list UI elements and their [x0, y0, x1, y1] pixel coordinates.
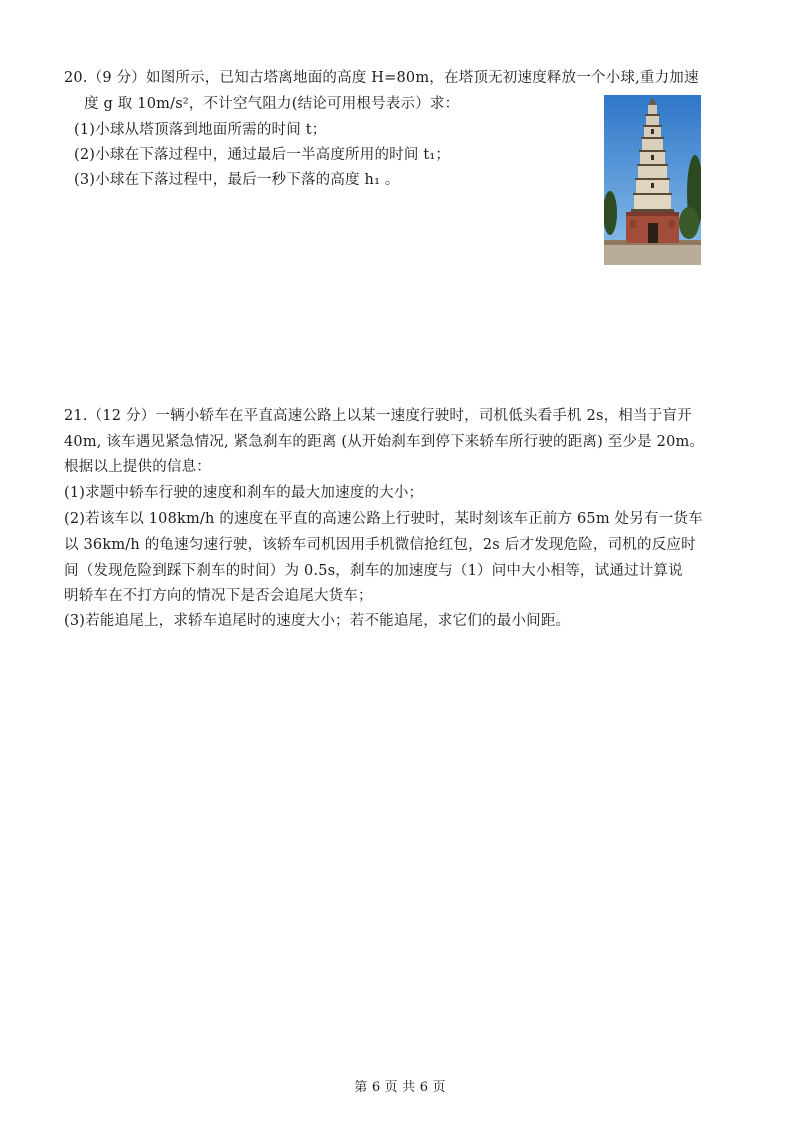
q21-subquestion-2-line-3: 间（发现危险到踩下刹车的时间）为 0.5s，刹车的加速度与（1）问中大小相等，试通过计算说: [64, 563, 683, 579]
q21-subquestion-2-line-4: 明轿车在不打方向的情况下是否会追尾大货车；: [64, 588, 373, 604]
q20-stem-line-2: 度 g 取 10m/s²，不计空气阻力(结论可用根号表示）求：: [84, 96, 460, 112]
q20-stem-line-1: 20.（9 分）如图所示，已知古塔离地面的高度 H=80m，在塔顶无初速度释放一个小球,重力加速: [64, 70, 699, 86]
q21-subquestion-3: (3)若能追尾上，求轿车追尾时的速度大小；若不能追尾，求它们的最小间距。: [64, 613, 571, 629]
q21-subquestion-1: (1)求题中轿车行驶的速度和刹车的最大加速度的大小；: [64, 485, 424, 501]
pagoda-photo: [604, 95, 701, 265]
pagoda-illustration: [604, 95, 701, 265]
q21-line-3: 根据以上提供的信息：: [64, 459, 211, 475]
q20-subquestion-2: (2)小球在下落过程中，通过最后一半高度所用的时间 t₁；: [74, 147, 451, 163]
q20-subquestion-3: (3)小球在下落过程中，最后一秒下落的高度 h₁ 。: [74, 172, 400, 188]
q21-subquestion-2-line-1: (2)若该车以 108km/h 的速度在平直的高速公路上行驶时，某时刻该车正前方 65m 处另有一货车: [64, 511, 703, 527]
q20-subquestion-1: (1)小球从塔顶落到地面所需的时间 t；: [74, 122, 327, 138]
q21-subquestion-2-line-2: 以 36km/h 的龟速匀速行驶，该轿车司机因用手机微信抢红包，2s 后才发现危险，司机的反应时: [64, 537, 696, 553]
q21-line-2: 40m, 该车遇见紧急情况, 紧急刹车的距离 (从开始刹车到停下来轿车所行驶的距离) 至少是 20m。: [64, 434, 705, 450]
q21-line-1: 21.（12 分）一辆小轿车在平直高速公路上以某一速度行驶时，司机低头看手机 2s，相当于盲开: [64, 408, 692, 424]
page-number-footer: 第 6 页 共 6 页: [354, 1080, 446, 1095]
